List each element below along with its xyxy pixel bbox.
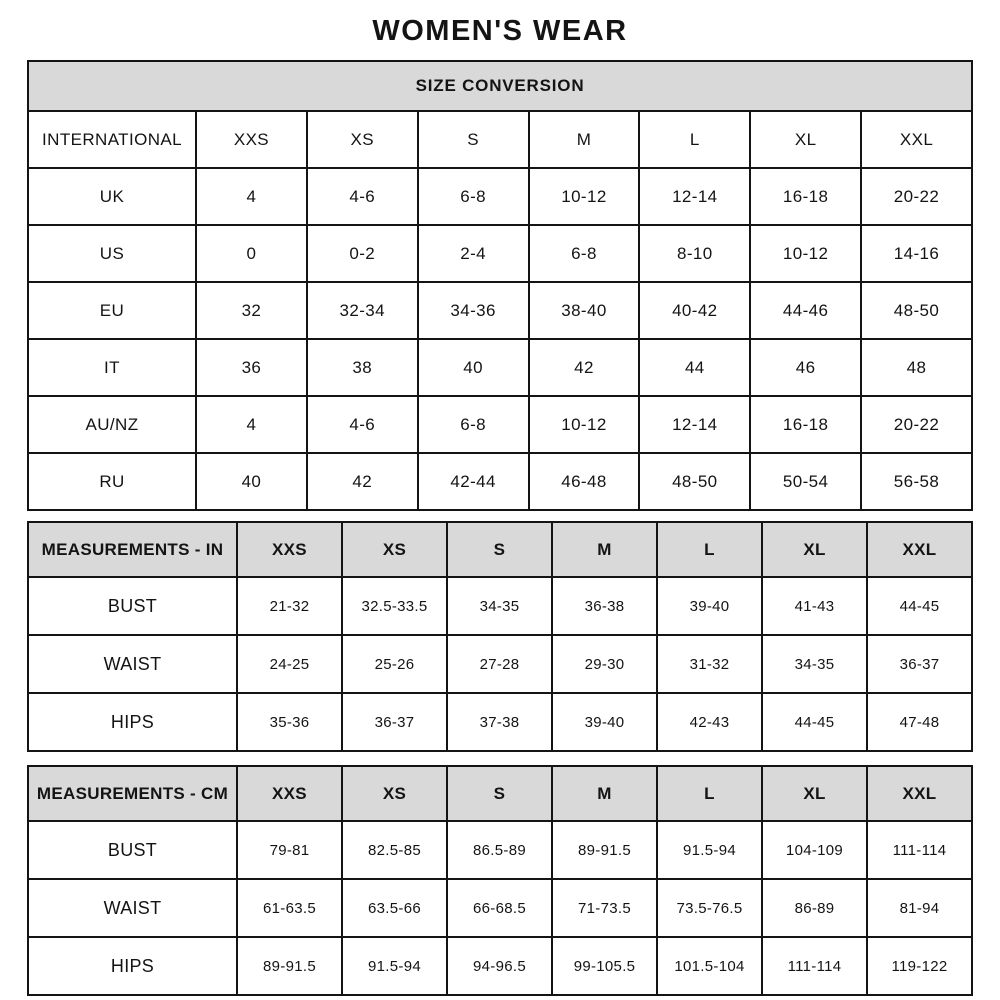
value-cell: 34-36 xyxy=(418,282,529,339)
value-cell: 35-36 xyxy=(237,693,342,751)
size-header-cell: L xyxy=(657,522,762,577)
value-cell: 89-91.5 xyxy=(237,937,342,995)
table-row xyxy=(28,821,972,879)
value-cell: 82.5-85 xyxy=(342,821,447,879)
row-label: BUST xyxy=(28,577,237,635)
value-cell: 104-109 xyxy=(762,821,867,879)
value-cell: 12-14 xyxy=(639,168,750,225)
value-cell: 21-32 xyxy=(237,577,342,635)
value-cell: 44-46 xyxy=(750,282,861,339)
size-header-cell: M xyxy=(552,766,657,821)
value-cell: 101.5-104 xyxy=(657,937,762,995)
measurements-cm-header-row xyxy=(28,766,972,821)
value-cell: 32 xyxy=(196,282,307,339)
row-label: WAIST xyxy=(28,635,237,693)
value-cell: 86.5-89 xyxy=(447,821,552,879)
value-cell: 111-114 xyxy=(867,821,972,879)
row-label: INTERNATIONAL xyxy=(28,111,196,168)
measurements-in-table xyxy=(27,521,973,752)
value-cell: 6-8 xyxy=(418,396,529,453)
value-cell: 48 xyxy=(861,339,972,396)
value-cell: 31-32 xyxy=(657,635,762,693)
table-row xyxy=(28,937,972,995)
size-conversion-table xyxy=(27,60,973,511)
value-cell: 91.5-94 xyxy=(342,937,447,995)
value-cell: 119-122 xyxy=(867,937,972,995)
value-cell: 38-40 xyxy=(529,282,640,339)
size-header-cell: XXL xyxy=(861,111,972,168)
value-cell: 48-50 xyxy=(861,282,972,339)
value-cell: 29-30 xyxy=(552,635,657,693)
value-cell: 20-22 xyxy=(861,168,972,225)
size-header-cell: XXS xyxy=(237,766,342,821)
value-cell: 37-38 xyxy=(447,693,552,751)
row-label: WAIST xyxy=(28,879,237,937)
size-header-cell: XS xyxy=(342,522,447,577)
value-cell: 66-68.5 xyxy=(447,879,552,937)
table-row xyxy=(28,693,972,751)
value-cell: 47-48 xyxy=(867,693,972,751)
row-label: BUST xyxy=(28,821,237,879)
value-cell: 40 xyxy=(196,453,307,510)
value-cell: 32-34 xyxy=(307,282,418,339)
page-title: WOMEN'S WEAR xyxy=(372,15,628,47)
size-header-cell: M xyxy=(552,522,657,577)
table-row xyxy=(28,453,972,510)
size-header-cell: XXS xyxy=(237,522,342,577)
value-cell: 4 xyxy=(196,396,307,453)
value-cell: 86-89 xyxy=(762,879,867,937)
value-cell: 56-58 xyxy=(861,453,972,510)
value-cell: 38 xyxy=(307,339,418,396)
value-cell: 40 xyxy=(418,339,529,396)
size-header-cell: M xyxy=(529,111,640,168)
value-cell: 6-8 xyxy=(418,168,529,225)
row-label: HIPS xyxy=(28,937,237,995)
value-cell: 99-105.5 xyxy=(552,937,657,995)
value-cell: 48-50 xyxy=(639,453,750,510)
size-header-cell: XXL xyxy=(867,766,972,821)
value-cell: 46 xyxy=(750,339,861,396)
table-row xyxy=(28,282,972,339)
value-cell: 20-22 xyxy=(861,396,972,453)
value-cell: 39-40 xyxy=(552,693,657,751)
value-cell: 63.5-66 xyxy=(342,879,447,937)
table-row xyxy=(28,396,972,453)
value-cell: 8-10 xyxy=(639,225,750,282)
row-label: HIPS xyxy=(28,693,237,751)
size-header-cell: XS xyxy=(342,766,447,821)
value-cell: 27-28 xyxy=(447,635,552,693)
size-header-cell: XS xyxy=(307,111,418,168)
size-header-cell: L xyxy=(657,766,762,821)
row-label: US xyxy=(28,225,196,282)
row-label: IT xyxy=(28,339,196,396)
value-cell: 4-6 xyxy=(307,396,418,453)
measurements-cm-title: MEASUREMENTS - CM xyxy=(28,766,237,821)
value-cell: 44-45 xyxy=(867,577,972,635)
value-cell: 25-26 xyxy=(342,635,447,693)
size-header-cell: XXL xyxy=(867,522,972,577)
table-row xyxy=(28,577,972,635)
value-cell: 36-37 xyxy=(867,635,972,693)
size-header-cell: L xyxy=(639,111,750,168)
value-cell: 94-96.5 xyxy=(447,937,552,995)
value-cell: 89-91.5 xyxy=(552,821,657,879)
table-row xyxy=(28,879,972,937)
table-row xyxy=(28,168,972,225)
value-cell: 36-38 xyxy=(552,577,657,635)
size-header-cell: S xyxy=(447,522,552,577)
value-cell: 42 xyxy=(529,339,640,396)
table-row xyxy=(28,339,972,396)
value-cell: 10-12 xyxy=(750,225,861,282)
value-cell: 10-12 xyxy=(529,396,640,453)
value-cell: 2-4 xyxy=(418,225,529,282)
value-cell: 81-94 xyxy=(867,879,972,937)
measurements-cm-table xyxy=(27,765,973,996)
value-cell: 34-35 xyxy=(762,635,867,693)
value-cell: 44 xyxy=(639,339,750,396)
value-cell: 71-73.5 xyxy=(552,879,657,937)
value-cell: 4 xyxy=(196,168,307,225)
size-header-cell: S xyxy=(447,766,552,821)
value-cell: 36-37 xyxy=(342,693,447,751)
value-cell: 91.5-94 xyxy=(657,821,762,879)
value-cell: 111-114 xyxy=(762,937,867,995)
value-cell: 36 xyxy=(196,339,307,396)
value-cell: 46-48 xyxy=(529,453,640,510)
value-cell: 24-25 xyxy=(237,635,342,693)
table-row xyxy=(28,635,972,693)
table-banner-row xyxy=(28,61,972,111)
value-cell: 41-43 xyxy=(762,577,867,635)
value-cell: 50-54 xyxy=(750,453,861,510)
value-cell: 34-35 xyxy=(447,577,552,635)
size-header-cell: XL xyxy=(762,522,867,577)
size-header-cell: XL xyxy=(750,111,861,168)
value-cell: 12-14 xyxy=(639,396,750,453)
value-cell: 32.5-33.5 xyxy=(342,577,447,635)
size-header-row xyxy=(28,111,972,168)
value-cell: 16-18 xyxy=(750,396,861,453)
value-cell: 10-12 xyxy=(529,168,640,225)
value-cell: 40-42 xyxy=(639,282,750,339)
value-cell: 42-44 xyxy=(418,453,529,510)
size-header-cell: XXS xyxy=(196,111,307,168)
row-label: AU/NZ xyxy=(28,396,196,453)
measurements-in-header-row xyxy=(28,522,972,577)
size-conversion-title: SIZE CONVERSION xyxy=(28,61,972,111)
row-label: UK xyxy=(28,168,196,225)
value-cell: 61-63.5 xyxy=(237,879,342,937)
size-header-cell: XL xyxy=(762,766,867,821)
value-cell: 42 xyxy=(307,453,418,510)
table-row xyxy=(28,225,972,282)
size-header-cell: S xyxy=(418,111,529,168)
row-label: RU xyxy=(28,453,196,510)
row-label: EU xyxy=(28,282,196,339)
value-cell: 73.5-76.5 xyxy=(657,879,762,937)
value-cell: 6-8 xyxy=(529,225,640,282)
value-cell: 42-43 xyxy=(657,693,762,751)
value-cell: 14-16 xyxy=(861,225,972,282)
value-cell: 16-18 xyxy=(750,168,861,225)
value-cell: 79-81 xyxy=(237,821,342,879)
value-cell: 0 xyxy=(196,225,307,282)
value-cell: 44-45 xyxy=(762,693,867,751)
value-cell: 39-40 xyxy=(657,577,762,635)
measurements-in-title: MEASUREMENTS - IN xyxy=(28,522,237,577)
value-cell: 4-6 xyxy=(307,168,418,225)
value-cell: 0-2 xyxy=(307,225,418,282)
